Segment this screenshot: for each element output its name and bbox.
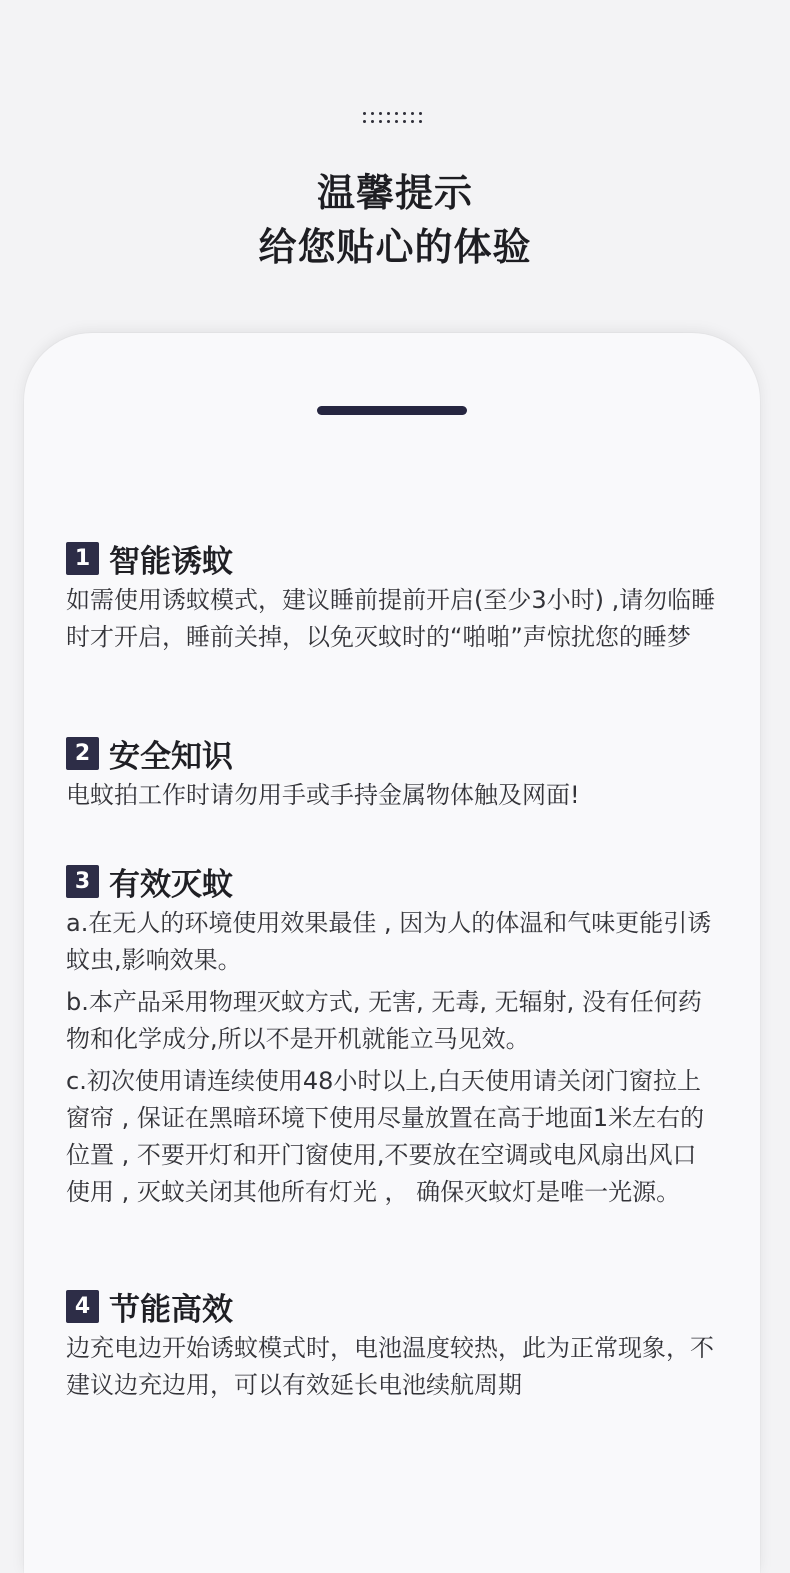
- section-header: [66, 861, 716, 901]
- section-paragraph: c.初次使用请连续使用48小时以上,白天使用请关闭门窗拉上窗帘 , 保证在黑暗环境下使用尽量放置在高于地面1米左右的位置 , 不要开灯和开门窗使用,不要放在空调或电风扇出风口使用 , 灭蚊关闭其他所有灯光 ， 确保灭蚊灯是唯一光源。: [66, 1067, 705, 1206]
- number-badge: 2: [66, 737, 99, 770]
- section-title: 节能高效: [109, 1291, 233, 1328]
- section-paragraph: 边充电边开始诱蚊模式时，电池温度较热，此为正常现象，不建议边充边用，可以有效延长电池续航周期: [66, 1334, 714, 1399]
- section-3: [66, 861, 716, 1211]
- number-badge: 1: [66, 542, 99, 575]
- section-title: 安全知识: [109, 738, 233, 775]
- section-header: [66, 1286, 716, 1326]
- phone-speaker-bar: [317, 406, 467, 415]
- section-paragraph: 如需使用诱蚊模式，建议睡前提前开启(至少3小时) ,请勿临睡时才开启，睡前关掉，以免灭蚊时的“啪啪”声惊扰您的睡梦: [66, 586, 716, 651]
- page-title: 温馨提示: [316, 171, 473, 215]
- section-title: 智能诱蚊: [109, 543, 233, 580]
- dotted-ornament: [361, 110, 425, 126]
- number-badge: 4: [66, 1290, 99, 1323]
- section-paragraph: 电蚊拍工作时请勿用手或手持金属物体触及网面!: [66, 781, 580, 809]
- section-header: [66, 538, 716, 578]
- section-1: [66, 538, 716, 656]
- page-subtitle: 给您贴心的体验: [258, 225, 532, 269]
- section-paragraph: b.本产品采用物理灭蚊方式, 无害, 无毒, 无辐射, 没有任何药物和化学成分,所以不是开机就能立马见效。: [66, 988, 702, 1053]
- number-badge: 3: [66, 865, 99, 898]
- section-paragraph: a.在无人的环境使用效果最佳 , 因为人的体温和气味更能引诱蚊虫,影响效果。: [66, 909, 712, 974]
- phone-card: [24, 333, 760, 1573]
- section-title: 有效灭蚊: [109, 866, 233, 903]
- section-2: [66, 733, 716, 814]
- section-4: [66, 1286, 716, 1404]
- section-header: [66, 733, 716, 773]
